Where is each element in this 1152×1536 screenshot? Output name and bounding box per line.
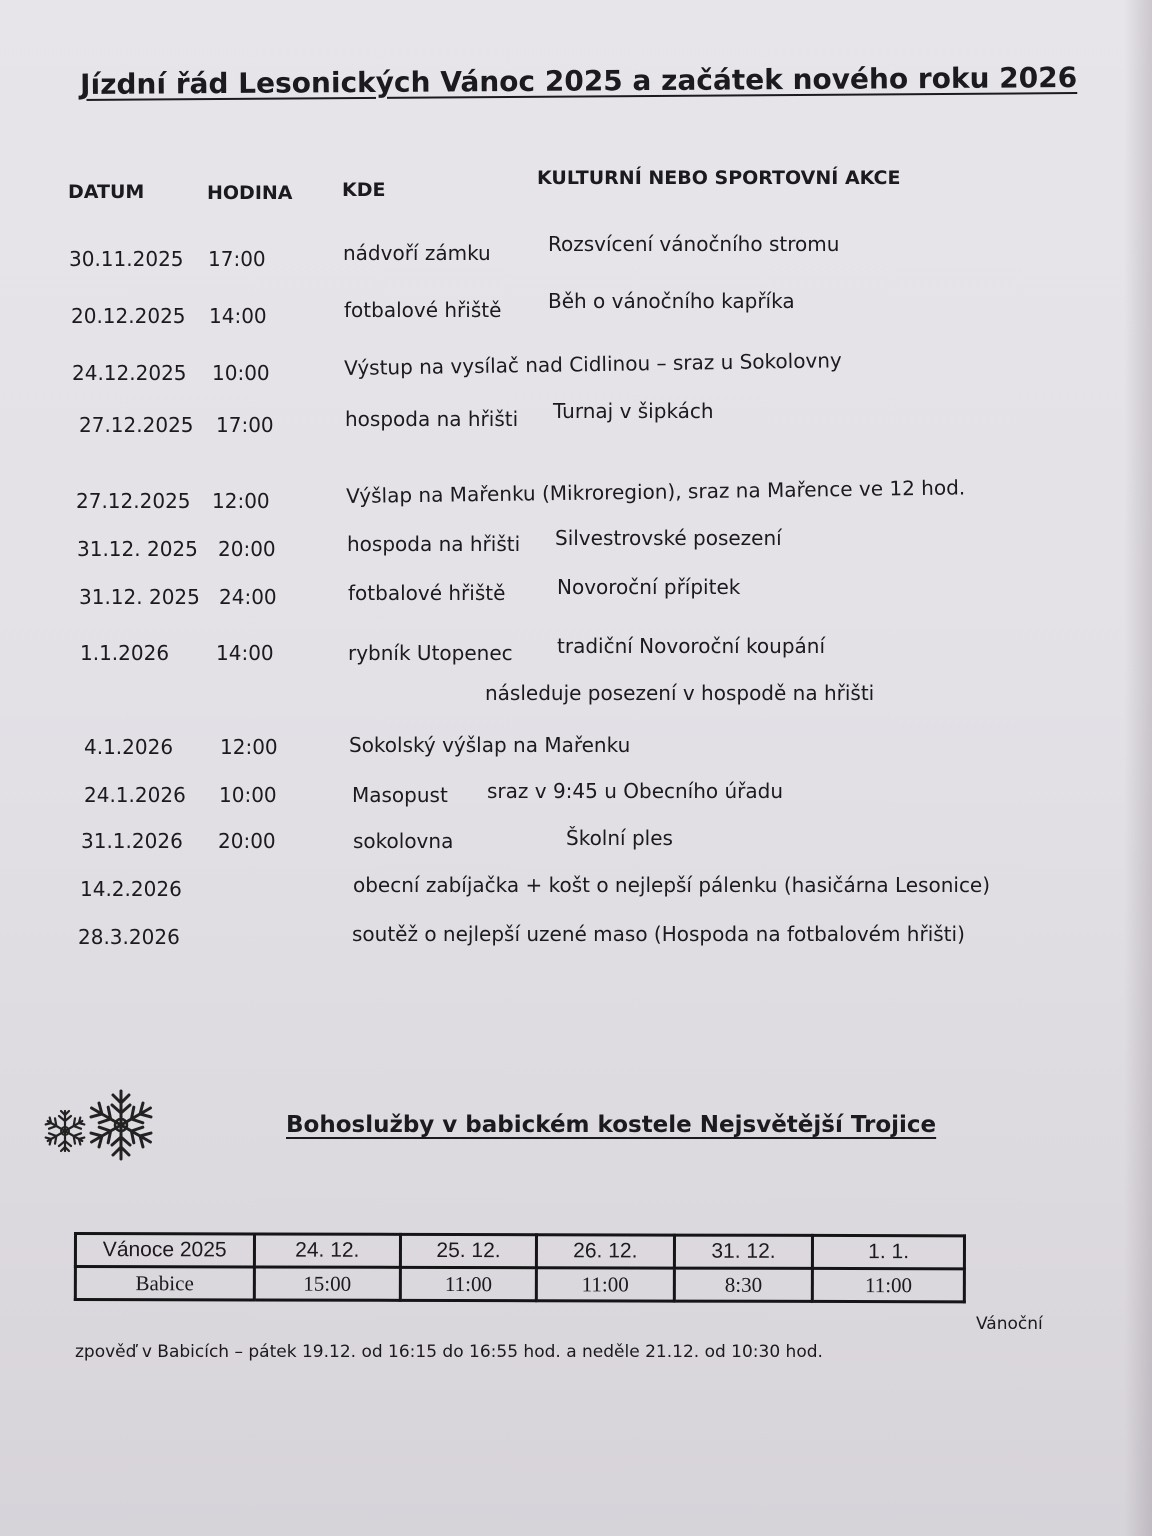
event-date: 27.12.2025	[76, 489, 191, 513]
event-place: nádvoří zámku	[343, 241, 491, 265]
event-place: Masopust	[352, 783, 448, 807]
event-date: 20.12.2025	[71, 304, 186, 328]
table-cell: 8:30	[674, 1268, 813, 1301]
event-date: 31.1.2026	[81, 829, 183, 853]
event-time: 10:00	[212, 361, 270, 385]
event-name: Silvestrovské posezení	[555, 526, 782, 550]
table-cell: 11:00	[813, 1268, 965, 1301]
event-place: Sokolský výšlap na Mařenku	[349, 733, 631, 757]
event-name: Novoroční přípitek	[557, 575, 741, 599]
table-header-row	[75, 1234, 964, 1269]
event-name: sraz v 9:45 u Obecního úřadu	[487, 779, 784, 803]
event-time: 12:00	[220, 735, 278, 759]
event-row	[0, 348, 1152, 401]
event-time: 14:00	[216, 641, 274, 665]
event-place: soutěž o nejlepší uzené maso (Hospoda na fotbalovém hřišti)	[352, 922, 965, 946]
event-row	[0, 634, 1152, 681]
event-row	[0, 779, 1152, 823]
event-note: následuje posezení v hospodě na hřišti	[485, 681, 875, 705]
event-place: hospoda na hřišti	[345, 407, 519, 431]
event-row	[0, 826, 1152, 869]
event-date: 1.1.2026	[80, 641, 170, 665]
event-place: rybník Utopenec	[348, 641, 513, 665]
table-cell: Babice	[75, 1267, 254, 1300]
table-cell: 1. 1.	[813, 1235, 965, 1268]
event-time: 10:00	[219, 783, 277, 807]
event-date: 31.12. 2025	[77, 537, 198, 561]
event-place: Výstup na vysílač nad Cidlinou – sraz u Sokolovny	[344, 348, 842, 380]
event-row	[0, 475, 1152, 529]
event-time: 12:00	[212, 489, 270, 513]
table-cell: 24. 12.	[254, 1234, 401, 1267]
event-place: obecní zabíjačka + košt o nejlepší pálenku (hasičárna Lesonice)	[353, 873, 991, 897]
event-date: 14.2.2026	[80, 877, 182, 901]
event-date: 31.12. 2025	[79, 585, 200, 609]
header-hour: HODINA	[207, 182, 293, 204]
header-where: KDE	[342, 179, 386, 201]
event-date: 28.3.2026	[78, 925, 180, 949]
services-title: Bohoslužby v babickém kostele Nejsvětější Trojice	[286, 1112, 937, 1138]
event-date: 4.1.2026	[84, 735, 174, 759]
event-row	[0, 399, 1152, 453]
event-date: 24.1.2026	[84, 783, 186, 807]
confession-note: zpověď v Babicích – pátek 19.12. od 16:15 do 16:55 hod. a neděle 21.12. od 10:30 hod.	[75, 1342, 823, 1362]
small-snowflake-icon	[42, 1108, 88, 1154]
event-time: 20:00	[218, 537, 276, 561]
header-event: KULTURNÍ NEBO SPORTOVNÍ AKCE	[537, 167, 901, 189]
table-cell: 11:00	[536, 1268, 674, 1301]
event-name: tradiční Novoroční koupání	[557, 634, 825, 658]
confession-note-word: Vánoční	[976, 1314, 1043, 1334]
header-date: DATUM	[68, 181, 145, 203]
page-title: Jízdní řád Lesonických Vánoc 2025 a začátek nového roku 2026	[80, 61, 1078, 101]
event-place: fotbalové hřiště	[344, 298, 502, 322]
event-row	[0, 526, 1152, 577]
event-name: Turnaj v šipkách	[553, 399, 714, 423]
event-time: 14:00	[209, 304, 267, 328]
event-date: 24.12.2025	[72, 361, 187, 385]
event-row	[0, 873, 1152, 917]
large-snowflake-icon	[84, 1086, 158, 1164]
event-name: Běh o vánočního kapříka	[548, 289, 795, 313]
event-row	[0, 575, 1152, 625]
event-row	[0, 681, 1152, 721]
event-place: hospoda na hřišti	[347, 532, 521, 556]
event-place: sokolovna	[353, 829, 454, 853]
table-cell: 15:00	[254, 1267, 401, 1300]
event-row	[0, 289, 1152, 344]
table-cell: 31. 12.	[674, 1235, 813, 1268]
event-time: 17:00	[216, 413, 274, 437]
table-cell: 25. 12.	[401, 1234, 537, 1267]
event-place: fotbalové hřiště	[348, 581, 506, 605]
mass-schedule-table	[74, 1232, 966, 1303]
table-cell: 11:00	[401, 1267, 537, 1300]
event-row	[0, 922, 1152, 965]
table-cell: 26. 12.	[536, 1235, 674, 1268]
event-time: 17:00	[208, 247, 266, 271]
event-place: Výšlap na Mařenku (Mikroregion), sraz na Mařence ve 12 hod.	[346, 475, 966, 508]
event-row	[0, 232, 1152, 287]
event-row	[0, 735, 1152, 775]
event-date: 27.12.2025	[79, 413, 194, 437]
event-time: 24:00	[219, 585, 277, 609]
event-time: 20:00	[218, 829, 276, 853]
table-cell: Vánoce 2025	[75, 1234, 254, 1267]
event-name: Rozsvícení vánočního stromu	[548, 232, 840, 256]
event-date: 30.11.2025	[69, 247, 184, 271]
event-name: Školní ples	[566, 826, 673, 850]
table-row	[75, 1267, 964, 1302]
